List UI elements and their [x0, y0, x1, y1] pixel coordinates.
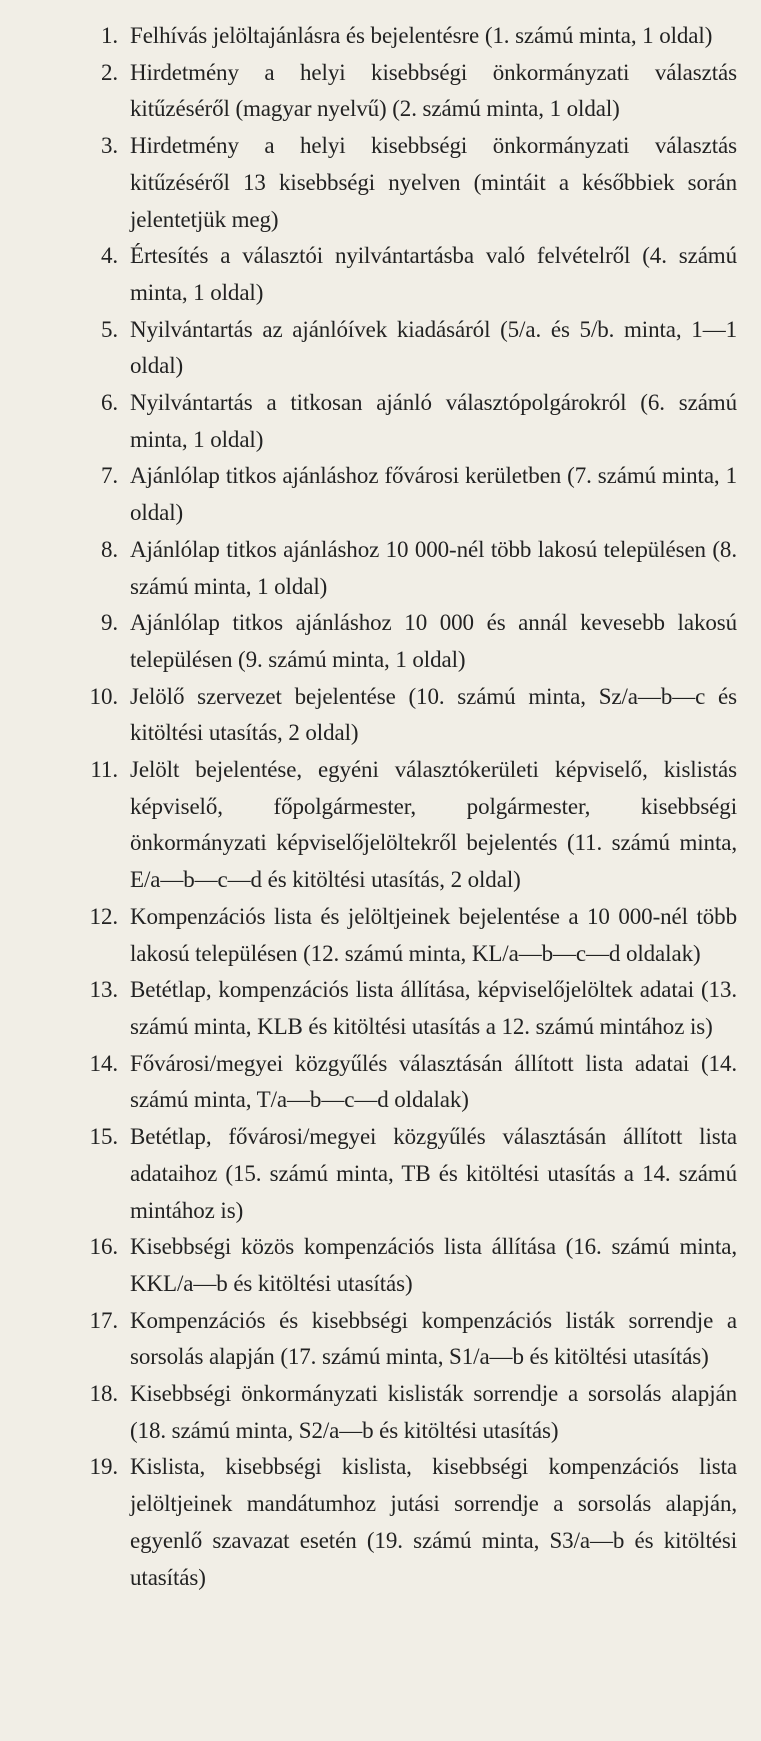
list-item-18: [0, 1376, 737, 1449]
item-number: 3.: [100, 133, 118, 159]
item-text: Jelölt bejelentése, egyéni választókerületi képviselő, kislistás képviselő, főpolgármester, polgármester, kisebbségi önkormányzati képviselőjelöltekről bejelentés (11. számú minta, E/a—b—c—d és kitöltési utasítás, 2 oldal): [130, 757, 737, 893]
list-item-11: [0, 752, 737, 899]
item-number: 15.: [89, 1124, 118, 1150]
list-item-12: [0, 899, 737, 972]
item-text: Kisebbségi önkormányzati kislisták sorrendje a sorsolás alapján (18. számú minta, S2/a—b és kitöltési utasítás): [130, 1381, 737, 1443]
list-item-13: [0, 972, 737, 1045]
item-text: Betétlap, fővárosi/megyei közgyűlés választásán állított lista adataihoz (15. számú minta, TB és kitöltési utasítás a 14. számú mintához is): [130, 1124, 737, 1223]
numbered-list: [0, 18, 737, 1596]
item-number: 16.: [89, 1234, 118, 1260]
item-text: Nyilvántartás az ajánlóívek kiadásáról (5/a. és 5/b. minta, 1—1 oldal): [130, 316, 737, 379]
item-number: 1.: [100, 23, 118, 48]
item-number: 4.: [100, 243, 118, 269]
item-number: 14.: [89, 1050, 118, 1076]
list-item-5: [0, 312, 737, 385]
item-number: 8.: [100, 536, 118, 562]
item-text: Betétlap, kompenzációs lista állítása, képviselőjelöltek adatai (13. számú minta, KLB és kitöltési utasítás a 12. számú mintához is): [130, 977, 737, 1039]
list-item-7: [0, 458, 737, 531]
item-number: 5.: [100, 316, 118, 342]
item-number: 9.: [100, 610, 118, 636]
item-number: 11.: [90, 757, 118, 783]
list-item-10: [0, 679, 737, 752]
item-text: Hirdetmény a helyi kisebbségi önkormányzati választás kitűzéséről 13 kisebbségi nyelven (mintáit a későbbiek során jelentetjük meg): [130, 133, 737, 232]
item-text: Ajánlólap titkos ajánláshoz 10 000-nél több lakosú településen (8. számú minta, 1 oldal): [130, 536, 737, 599]
list-item-17: [0, 1303, 737, 1376]
item-text: Kisebbségi közös kompenzációs lista állítása (16. számú minta, KKL/a—b és kitöltési utasítás): [130, 1234, 737, 1296]
item-text: Ajánlólap titkos ajánláshoz fővárosi kerületben (7. számú minta, 1 oldal): [130, 463, 737, 526]
item-text: Kompenzációs és kisebbségi kompenzációs listák sorrendje a sorsolás alapján (17. számú minta, S1/a—b és kitöltési utasítás): [130, 1307, 737, 1370]
item-number: 17.: [89, 1307, 118, 1333]
list-item-19: [0, 1449, 737, 1596]
list-item-15: [0, 1119, 737, 1229]
item-number: 6.: [100, 390, 118, 416]
item-text: Jelölő szervezet bejelentése (10. számú minta, Sz/a—b—c és kitöltési utasítás, 2 oldal): [130, 683, 737, 746]
item-text: Felhívás jelöltajánlásra és bejelentésre (1. számú minta, 1 oldal): [130, 23, 713, 48]
item-text: Fővárosi/megyei közgyűlés választásán állított lista adatai (14. számú minta, T/a—b—c—d oldalak): [130, 1050, 737, 1113]
item-number: 19.: [89, 1454, 118, 1480]
list-item-14: [0, 1046, 737, 1119]
item-number: 7.: [100, 463, 118, 489]
list-item-8: [0, 532, 737, 605]
list-item-6: [0, 385, 737, 458]
list-item-16: [0, 1229, 737, 1302]
item-number: 10.: [89, 683, 118, 709]
item-text: Ajánlólap titkos ajánláshoz 10 000 és annál kevesebb lakosú településen (9. számú minta, 1 oldal): [130, 610, 737, 672]
item-text: Értesítés a választói nyilvántartásba való felvételről (4. számú minta, 1 oldal): [130, 243, 737, 305]
item-number: 13.: [89, 977, 118, 1003]
list-item-1: [0, 18, 737, 55]
list-item-3: [0, 128, 737, 238]
item-text: Kompenzációs lista és jelöltjeinek bejelentése a 10 000-nél több lakosú településen (12. számú minta, KL/a—b—c—d oldalak): [130, 903, 737, 966]
list-item-2: [0, 55, 737, 128]
item-number: 12.: [89, 903, 118, 929]
item-text: Kislista, kisebbségi kislista, kisebbségi kompenzációs lista jelöltjeinek mandátumhoz jutási sorrendje a sorsolás alapján, egyenlő szavazat esetén (19. számú minta, S3/a—b és kitöltési utasítás): [130, 1454, 737, 1590]
item-number: 18.: [89, 1381, 118, 1407]
item-text: Hirdetmény a helyi kisebbségi önkormányzati választás kitűzéséről (magyar nyelvű) (2. számú minta, 1 oldal): [130, 59, 737, 122]
item-number: 2.: [100, 59, 118, 85]
list-item-9: [0, 605, 737, 678]
list-item-4: [0, 238, 737, 311]
item-text: Nyilvántartás a titkosan ajánló választópolgárokról (6. számú minta, 1 oldal): [130, 390, 737, 452]
